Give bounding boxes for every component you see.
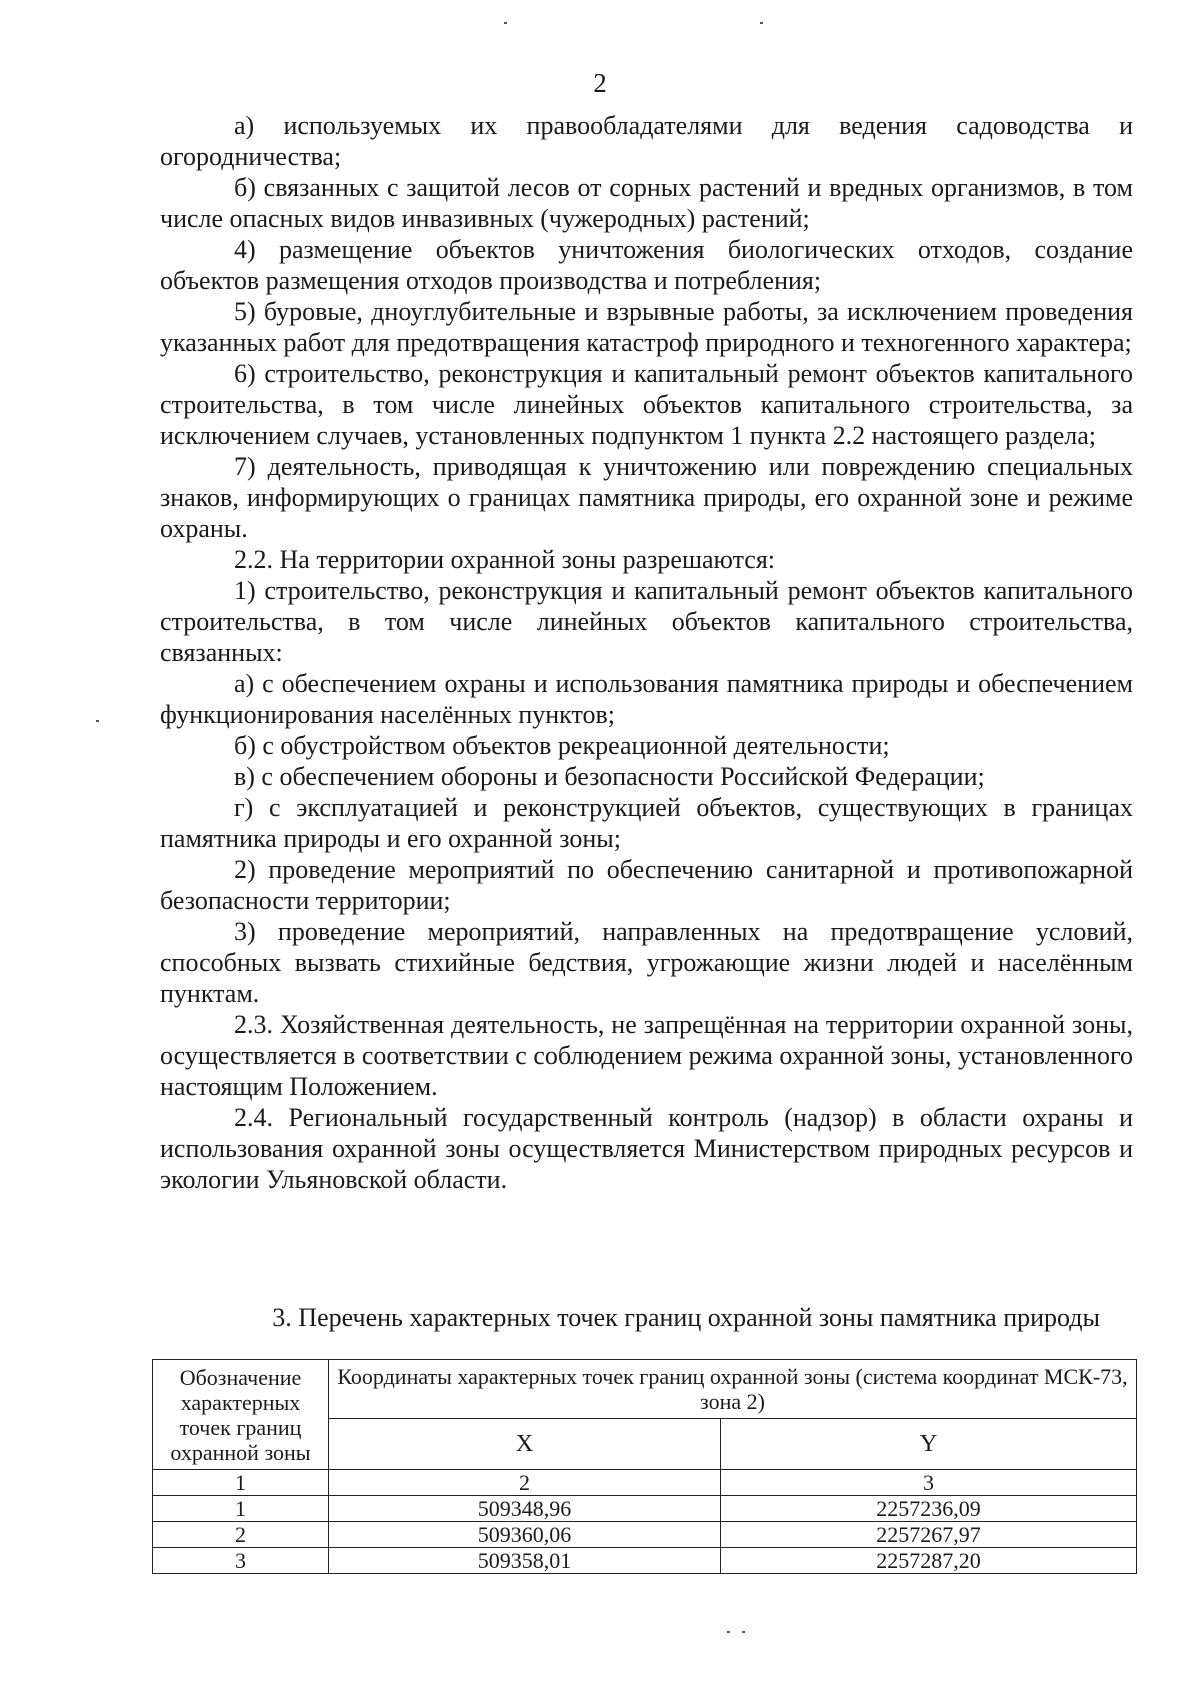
body-text	[160, 110, 1133, 1195]
scan-speck	[760, 22, 763, 24]
point-cell: 2	[153, 1522, 329, 1548]
table-row	[153, 1522, 1137, 1548]
paragraph: 7) деятельность, приводящая к уничтожению или повреждению специальных знаков, информирующих о границах памятника природы, его охранной зоне и режиме охраны.	[160, 452, 1133, 543]
table-header-row	[153, 1360, 1137, 1419]
paragraph: 3) проведение мероприятий, направленных на предотвращение условий, способных вызвать стихийные бедствия, угрожающие жизни людей и населённым пунктам.	[160, 917, 1133, 1008]
paragraph: 5) буровые, дноуглубительные и взрывные работы, за исключением проведения указанных работ для предотвращения катастроф природного и техногенного характера;	[160, 297, 1133, 357]
point-cell: 1	[153, 1496, 329, 1522]
x-column-header: X	[329, 1419, 721, 1470]
point-designation-header: Обозначение характерных точек границ охранной зоны	[153, 1360, 329, 1470]
table-row	[153, 1548, 1137, 1574]
paragraph: 2.3. Хозяйственная деятельность, не запрещённая на территории охранной зоны, осуществляется в соответствии с соблюдением режима охранной зоны, установленного настоящим Положением.	[160, 1010, 1133, 1101]
paragraph: 2.4. Региональный государственный контроль (надзор) в области охраны и использования охранной зоны осуществляется Министерством природных ресурсов и экологии Ульяновской области.	[160, 1103, 1133, 1194]
paragraph: 1) строительство, реконструкция и капитальный ремонт объектов капитального строительства, в том числе линейных объектов капитального строительства, связанных:	[160, 576, 1133, 667]
paragraph: г) с эксплуатацией и реконструкцией объектов, существующих в границах памятника природы и его охранной зоны;	[160, 793, 1133, 853]
scan-speck	[96, 720, 99, 722]
scan-speck	[742, 1631, 745, 1633]
y-cell: 2257236,09	[721, 1496, 1137, 1522]
paragraph: а) используемых их правообладателями для ведения садоводства и огородничества;	[160, 111, 1133, 171]
table-cell: 3	[721, 1470, 1137, 1496]
y-cell: 2257267,97	[721, 1522, 1137, 1548]
paragraph: б) связанных с защитой лесов от сорных растений и вредных организмов, в том числе опасных видов инвазивных (чужеродных) растений;	[160, 173, 1133, 233]
paragraph: а) с обеспечением охраны и использования памятника природы и обеспечением функционирования населённых пунктов;	[160, 669, 1133, 729]
paragraph: 2.2. На территории охранной зоны разрешаются:	[234, 545, 776, 574]
x-cell: 509348,96	[329, 1496, 721, 1522]
y-column-header: Y	[721, 1419, 1137, 1470]
paragraph: 6) строительство, реконструкция и капитальный ремонт объектов капитального строительства, в том числе линейных объектов капитального строительства, за исключением случаев, установленных подпунктом 1 пункта 2.2 настоящего раздела;	[160, 359, 1133, 450]
point-cell: 3	[153, 1548, 329, 1574]
x-cell: 509358,01	[329, 1548, 721, 1574]
paragraph: 2) проведение мероприятий по обеспечению санитарной и противопожарной безопасности территории;	[160, 855, 1133, 915]
paragraph: б) с обустройством объектов рекреационной деятельности;	[234, 731, 890, 760]
page-number: 2	[593, 68, 607, 98]
paragraph: 4) размещение объектов уничтожения биологических отходов, создание объектов размещения отходов производства и потребления;	[160, 235, 1133, 295]
section-heading-text: 3. Перечень характерных точек границ охранной зоны памятника природы	[272, 1303, 1100, 1332]
scan-speck	[504, 22, 507, 24]
table-row	[153, 1496, 1137, 1522]
x-cell: 509360,06	[329, 1522, 721, 1548]
coordinates-header: Координаты характерных точек границ охранной зоны (система координат МСК-73, зона 2)	[329, 1360, 1137, 1419]
scan-speck	[727, 1631, 730, 1633]
paragraph: в) с обеспечением обороны и безопасности Российской Федерации;	[234, 762, 985, 791]
table-cell: 1	[153, 1470, 329, 1496]
section-heading	[0, 1303, 1100, 1333]
y-cell: 2257287,20	[721, 1548, 1137, 1574]
table-cell: 2	[329, 1470, 721, 1496]
coordinates-table	[152, 1359, 1137, 1574]
table-numbering-row	[153, 1470, 1137, 1496]
